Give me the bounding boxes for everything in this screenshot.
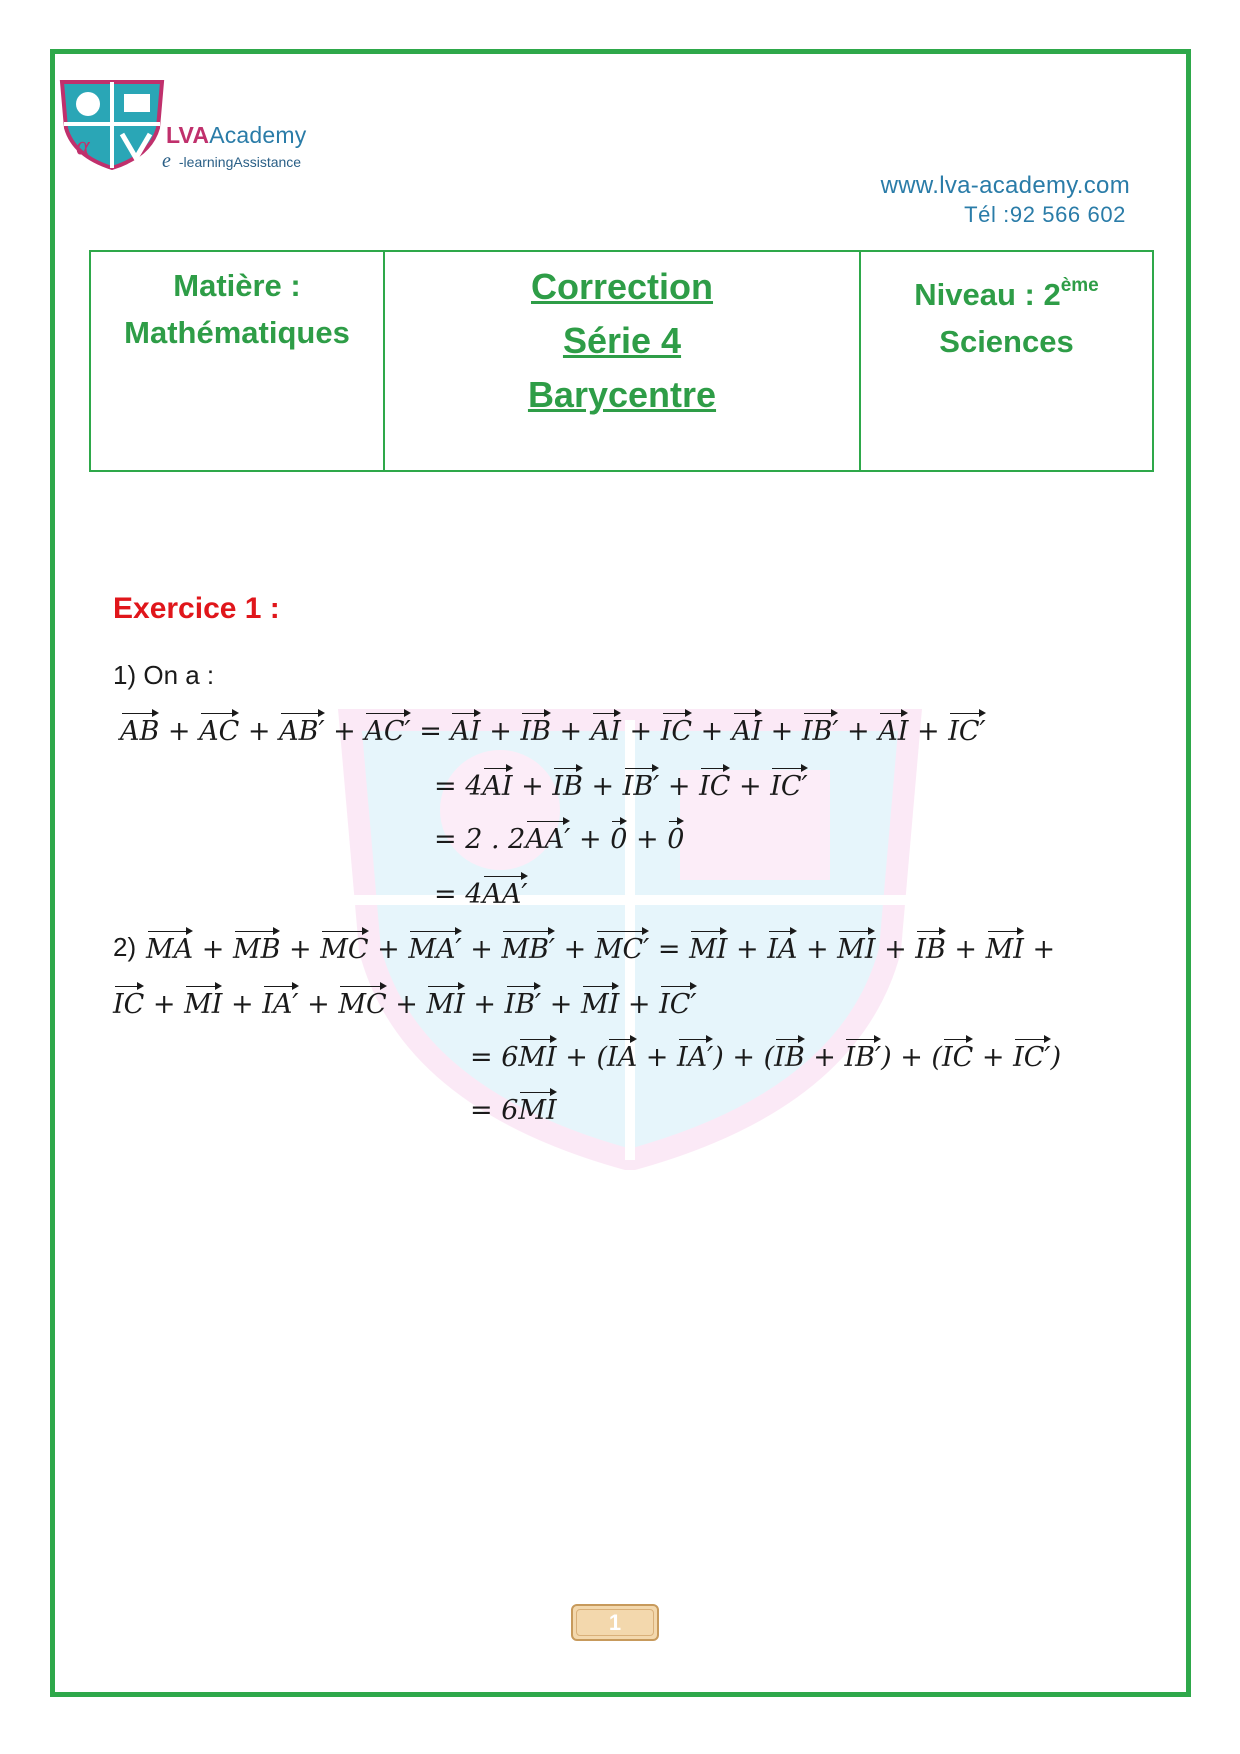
q1-line-4: = 4AA′ bbox=[434, 873, 528, 910]
vector-term: IB bbox=[915, 928, 946, 965]
phone: Tél :92 566 602 bbox=[964, 202, 1126, 227]
q2-line-3: = 6MI + (IA + IA′) + (IB + IB′) + (IC + IC′) bbox=[470, 1036, 1061, 1073]
brand-academy: Academy bbox=[209, 122, 307, 148]
q2-line-2: IC + MI + IA′ + MC + MI + IB′ + MI + IC′ bbox=[113, 983, 697, 1020]
vector-term: AA′ bbox=[482, 873, 527, 910]
vector-term: IC bbox=[661, 710, 692, 747]
vector-term: 0 bbox=[667, 818, 684, 855]
vector-term: AI bbox=[450, 710, 480, 747]
vector-term: MI bbox=[518, 1036, 556, 1073]
vector-term: IB bbox=[774, 1036, 805, 1073]
vector-term: AC bbox=[199, 710, 239, 747]
vector-term: MI bbox=[581, 983, 619, 1020]
vector-term: AI bbox=[878, 710, 908, 747]
vector-term: MC bbox=[320, 928, 368, 965]
website: www.lva-academy.com bbox=[880, 172, 1130, 199]
subject-label: Matière : bbox=[173, 268, 301, 303]
vector-term: MC bbox=[338, 983, 386, 1020]
vector-term: AI bbox=[482, 765, 512, 802]
vector-term: IB bbox=[552, 765, 583, 802]
q2-line-4: = 6MI bbox=[470, 1089, 557, 1126]
vector-term: MI bbox=[689, 928, 727, 965]
vector-term: IA′ bbox=[677, 1036, 713, 1073]
page-number: 1 bbox=[608, 1610, 622, 1635]
vector-term: IA bbox=[767, 928, 797, 965]
vector-term: MA bbox=[146, 928, 193, 965]
q2-line-1: MA + MB + MC + MA′ + MB′ + MC′ = MI + IA + MI + IB + MI + bbox=[146, 928, 1055, 965]
title-line2: Série 4 bbox=[562, 320, 682, 361]
q1-line-2: = 4AI + IB + IB′ + IC + IC′ bbox=[434, 765, 808, 802]
lva-logo bbox=[58, 78, 166, 170]
vector-term: IB′ bbox=[623, 765, 660, 802]
tagline-e: e bbox=[162, 150, 171, 172]
vector-term: IA bbox=[607, 1036, 637, 1073]
vector-term: MI bbox=[184, 983, 222, 1020]
vector-term: MI bbox=[518, 1089, 556, 1126]
subject-value: Mathématiques bbox=[124, 315, 350, 350]
question-1-label: 1) On a : bbox=[113, 660, 215, 690]
vector-term: IB′ bbox=[844, 1036, 881, 1073]
vector-term: MI bbox=[986, 928, 1024, 965]
vector-term: IB bbox=[520, 710, 551, 747]
vector-term: AI bbox=[732, 710, 762, 747]
vector-term: AI bbox=[591, 710, 621, 747]
subject-cell bbox=[90, 251, 384, 471]
vector-term: IC bbox=[113, 983, 144, 1020]
title-cell bbox=[384, 251, 860, 471]
vector-term: AA′ bbox=[525, 818, 570, 855]
title-line3: Barycentre bbox=[527, 374, 717, 415]
vector-term: AB′ bbox=[279, 710, 324, 747]
page-number-badge bbox=[571, 1604, 659, 1641]
vector-term: MB bbox=[233, 928, 281, 965]
exercise-title: Exercice 1 : bbox=[113, 592, 280, 625]
vector-term: MA′ bbox=[408, 928, 461, 965]
q1-line-3: = 2 . 2AA′ + 0 + 0 bbox=[434, 818, 684, 855]
vector-term: IB′ bbox=[505, 983, 542, 1020]
vector-term: MI bbox=[837, 928, 875, 965]
vector-term: IC bbox=[942, 1036, 973, 1073]
vector-term: IB′ bbox=[802, 710, 839, 747]
level-value: Sciences bbox=[939, 324, 1074, 359]
level-cell bbox=[860, 251, 1153, 471]
tagline-text: -learningAssistance bbox=[178, 154, 302, 170]
vector-term: MI bbox=[426, 983, 464, 1020]
vector-term: AC′ bbox=[364, 710, 410, 747]
vector-term: IC′ bbox=[659, 983, 696, 1020]
vector-term: IC′ bbox=[1013, 1036, 1050, 1073]
vector-term: IA′ bbox=[262, 983, 298, 1020]
vector-term: MC′ bbox=[595, 928, 649, 965]
vector-term: AB bbox=[120, 710, 159, 747]
level-label: Niveau : 2 bbox=[914, 277, 1061, 312]
title-line1: Correction bbox=[530, 266, 714, 307]
info-table bbox=[89, 250, 1154, 472]
q1-line-1: AB + AC + AB′ + AC′ = AI + IB + AI + IC + AI + IB′ + AI + IC′ bbox=[120, 710, 986, 747]
question-2-label: 2) bbox=[113, 932, 137, 962]
vector-term: IC′ bbox=[948, 710, 985, 747]
brand-lva: LVA bbox=[166, 122, 210, 148]
brand-name bbox=[166, 122, 306, 149]
vector-term: MB′ bbox=[501, 928, 555, 965]
brand-tagline bbox=[162, 150, 301, 173]
vector-term: IC′ bbox=[770, 765, 807, 802]
vector-term: IC bbox=[699, 765, 730, 802]
level-sup: ème bbox=[1060, 275, 1099, 296]
vector-term: 0 bbox=[610, 818, 627, 855]
svg-text:α: α bbox=[76, 131, 90, 160]
